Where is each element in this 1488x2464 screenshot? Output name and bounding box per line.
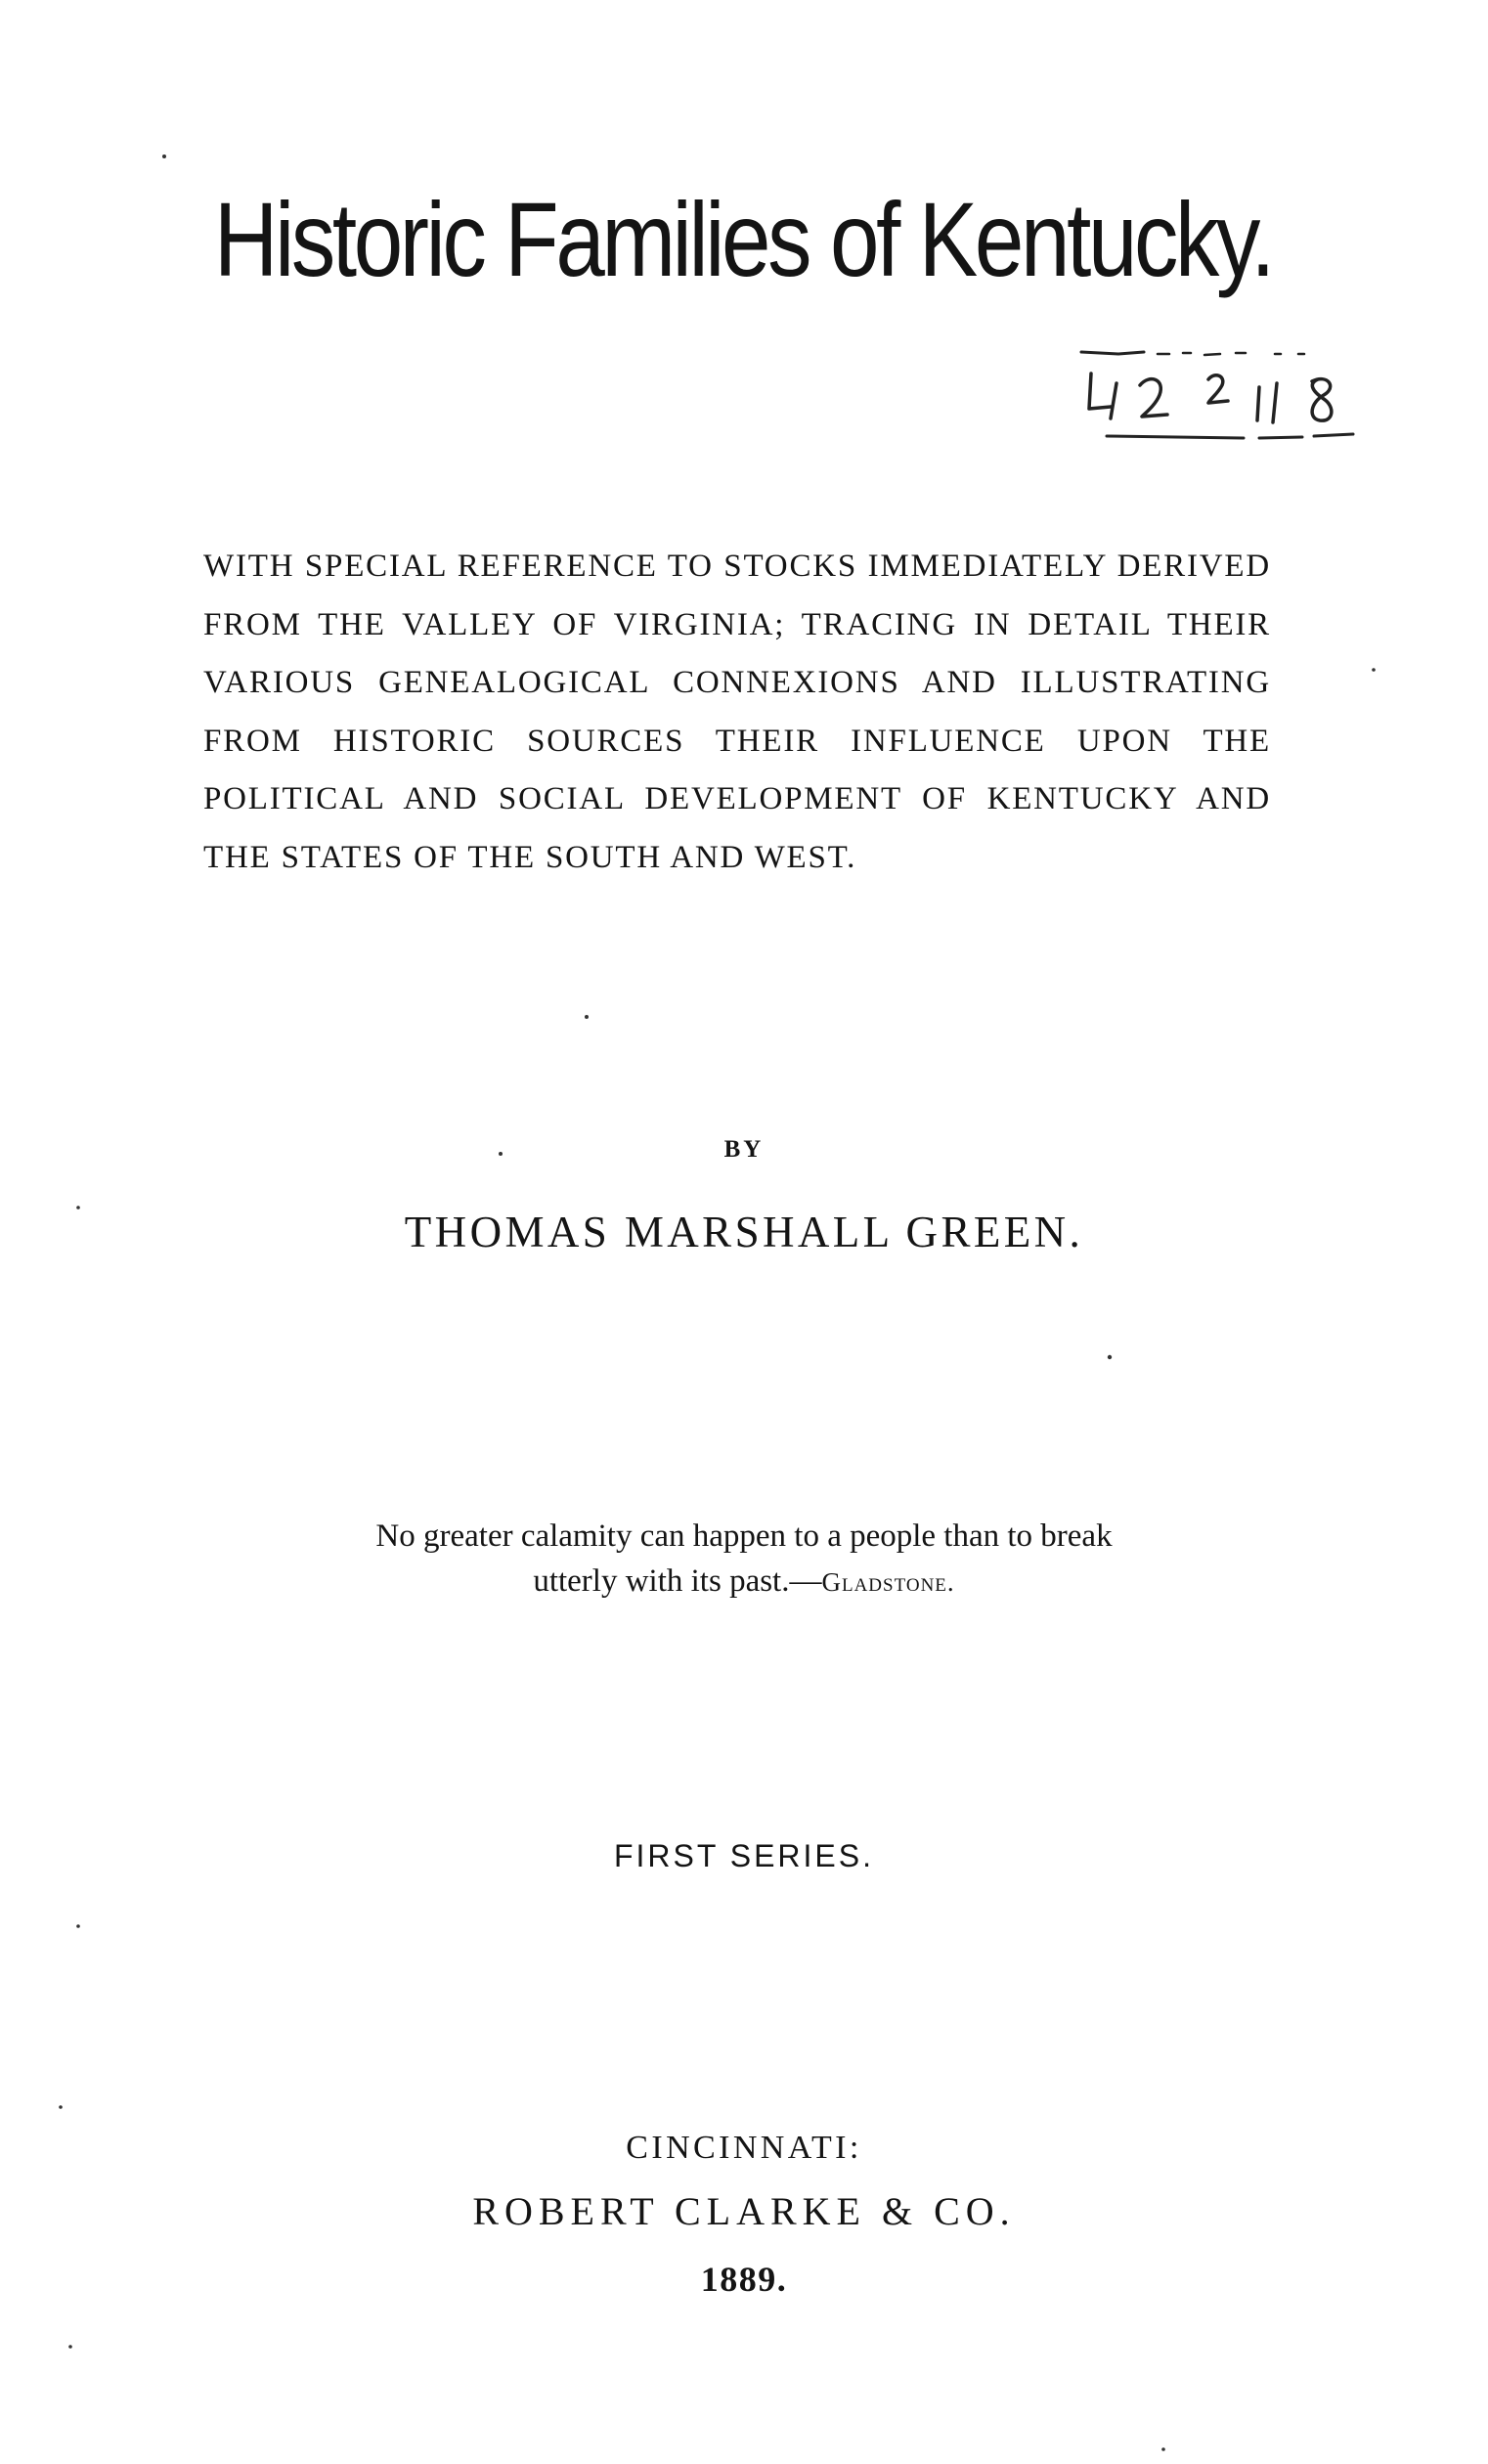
speck (76, 1924, 80, 1928)
series-label: FIRST SERIES. (613, 1838, 874, 1873)
epigraph-text: utterly with its past.— (533, 1563, 822, 1599)
imprint-city: CINCINNATI: (626, 2130, 862, 2166)
epigraph-line-1: No greater calamity can happen to a people than to break (375, 1518, 1113, 1554)
epigraph-line-2 (196, 1559, 1292, 1605)
speck (68, 2345, 72, 2349)
speck (1161, 2447, 1165, 2451)
speck (1372, 668, 1376, 672)
speck (59, 2105, 63, 2109)
handwritten-shelfmark-drawing (1068, 344, 1390, 452)
subtitle: WITH SPECIAL REFERENCE TO STOCKS IMMEDIATELY DERIVED FROM THE VALLEY OF VIRGINIA; TRACING IN DETAIL THEIR VARIOUS GENEALOGICAL CONNEXIONS AND ILLUSTRATING FROM HISTORIC SOURCES THEIR INFLUENCE UPON THE POLITICAL AND SOCIAL DEVELOPMENT OF KENTUCKY AND THE STATES OF THE SOUTH AND WEST. (203, 549, 1271, 875)
imprint-publisher: ROBERT CLARKE & CO. (472, 2189, 1016, 2233)
epigraph (196, 1514, 1292, 1605)
speck (1108, 1355, 1112, 1359)
speck (162, 154, 166, 158)
byline: BY (723, 1136, 765, 1163)
author-name: THOMAS MARSHALL GREEN. (404, 1208, 1084, 1256)
handwritten-shelfmark (1068, 344, 1390, 452)
book-title: Historic Families of Kentucky. (213, 180, 1273, 298)
imprint-year: 1889. (700, 2260, 788, 2299)
speck (585, 1015, 589, 1019)
epigraph-attribution: Gladstone. (821, 1567, 955, 1597)
